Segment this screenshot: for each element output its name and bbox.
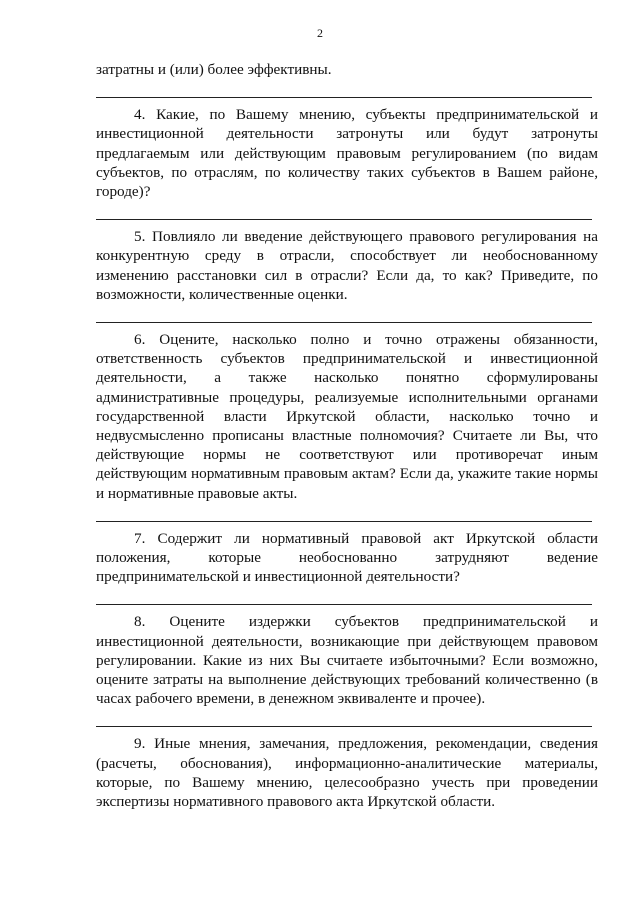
answer-line <box>96 604 592 605</box>
answer-line <box>96 726 592 727</box>
question-7: 7. Содержит ли нормативный правовой акт Иркутской области положения, которые необоснованно затрудняют ведение предпринимательской и инвестиционной деятельности? <box>96 529 598 586</box>
page-number: 2 <box>317 26 323 40</box>
question-9: 9. Иные мнения, замечания, предложения, рекомендации, сведения (расчеты, обоснования), информационно-аналитические материалы, которые, по Вашему мнению, целесообразно учесть при проведении экспертизы нормативного правового акта Иркутской области. <box>96 735 598 811</box>
document-body <box>96 60 598 811</box>
answer-line <box>96 521 592 522</box>
answer-line <box>96 322 592 323</box>
answer-line <box>96 219 592 220</box>
question-8: 8. Оцените издержки субъектов предпринимательской и инвестиционной деятельности, возникающие при действующем правовом регулировании. Какие из них Вы считаете избыточными? Если возможно, оцените затраты на выполнение действующих требований количественно (в часах рабочего времени, в денежном эквиваленте и прочее). <box>96 613 598 708</box>
question-5: 5. Повлияло ли введение действующего правового регулирования на конкурентную среду в отрасли, способствует ли необоснованному изменению расстановки сил в отрасли? Если да, то как? Приведите, по возможности, количественные оценки. <box>96 228 598 303</box>
answer-line <box>96 97 592 98</box>
question-4: 4. Какие, по Вашему мнению, субъекты предпринимательской и инвестиционной деятельности затронуты или будут затронуты предлагаемым или действующим правовым регулированием (по видам субъектов, по отраслям, по количеству таких субъектов в Вашем районе, городе)? <box>96 106 598 201</box>
question-6: 6. Оцените, насколько полно и точно отражены обязанности, ответственность субъектов предпринимательской и инвестиционной деятельности, а также насколько понятно сформулированы административные процедуры, реализуемые исполнительными органами государственной власти Иркутской области, насколько точно и недвусмысленно прописаны властные полномочия? Считаете ли Вы, что действующие нормы не соответствуют или противоречат иным действующим нормативным правовым актам? Если да, укажите такие нормы и нормативные правовые акты. <box>96 331 598 502</box>
continuation-text: затратны и (или) более эффективны. <box>96 61 332 78</box>
